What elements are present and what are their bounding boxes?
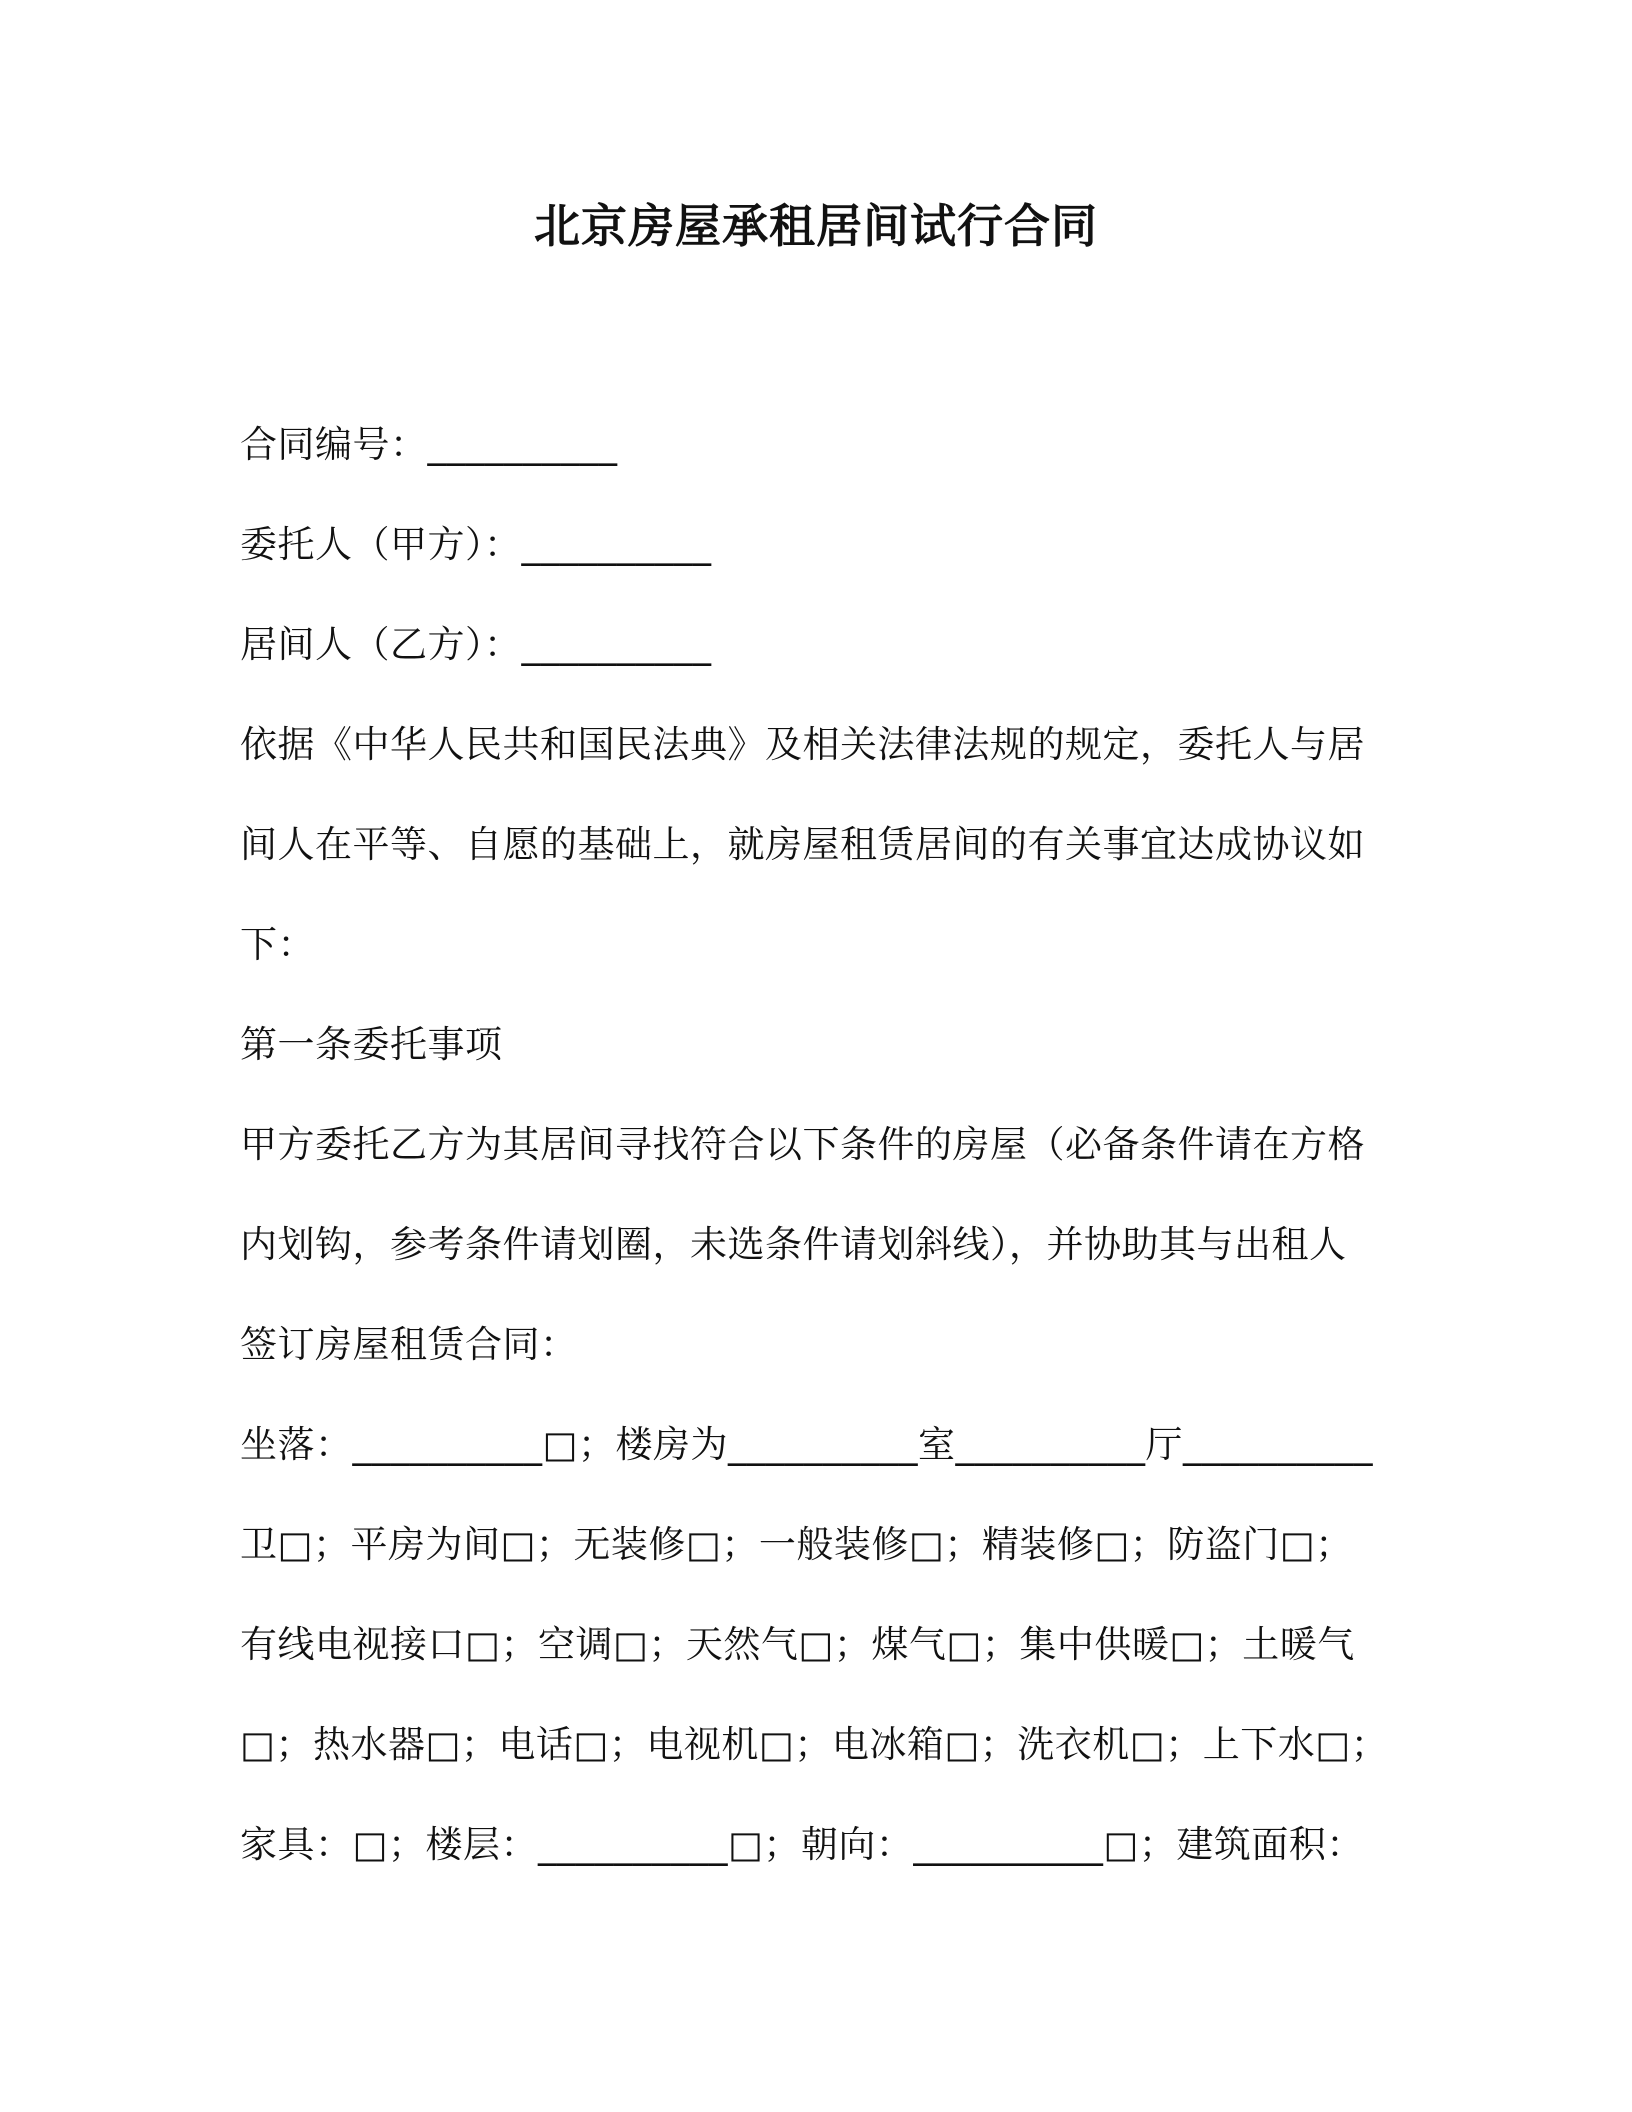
article-text-line-3: 签订房屋租赁合同：: [240, 1323, 578, 1366]
article-heading: 第一条委托事项: [240, 1023, 503, 1066]
document-title: 北京房屋承租居间试行合同: [534, 199, 1098, 253]
conditions-line-1: 坐落：__________□；楼房为__________室__________厅__________: [240, 1423, 1373, 1466]
conditions-line-4: □；热水器□；电话□；电视机□；电冰箱□；洗衣机□；上下水□；: [240, 1723, 1389, 1766]
preamble-line-3: 下：: [240, 923, 315, 966]
article-text-line-1: 甲方委托乙方为其居间寻找符合以下条件的房屋（必备条件请在方格: [240, 1123, 1365, 1166]
conditions-line-3: 有线电视接口□；空调□；天然气□；煤气□；集中供暖□；土暖气: [240, 1623, 1355, 1666]
party-b-line: 居间人（乙方）：__________: [240, 623, 712, 666]
party-a-line: 委托人（甲方）：__________: [240, 523, 712, 566]
conditions-line-5: 家具：□；楼层：__________□；朝向：__________□；建筑面积：: [240, 1823, 1364, 1866]
preamble-line-1: 依据《中华人民共和国民法典》及相关法律法规的规定，委托人与居: [240, 723, 1365, 766]
contract-number-line: 合同编号：__________: [240, 423, 618, 466]
article-text-line-2: 内划钩，参考条件请划圈，未选条件请划斜线），并协助其与出租人: [240, 1223, 1347, 1266]
conditions-line-2: 卫□；平房为间□；无装修□；一般装修□；精装修□；防盗门□；: [240, 1523, 1353, 1566]
preamble-line-2: 间人在平等、自愿的基础上，就房屋租赁居间的有关事宜达成协议如: [240, 823, 1365, 866]
